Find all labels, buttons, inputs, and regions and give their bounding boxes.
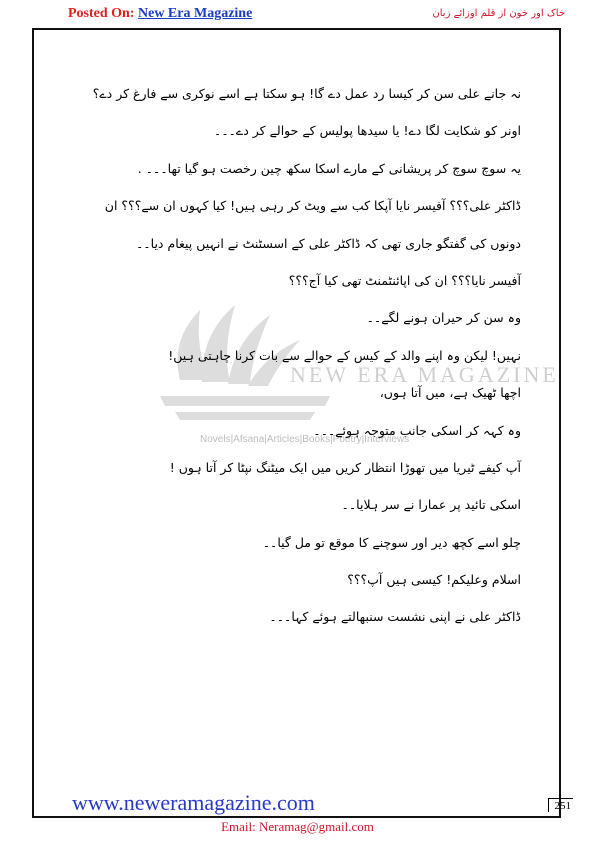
story-line: آفیسر نایا؟؟؟ ان کی اپائنٹمنٹ تھی کیا آج؟؟؟ <box>288 272 521 288</box>
page-number: 251 <box>548 798 573 812</box>
story-line: وہ سن کر حیران ہونے لگے۔۔ <box>366 310 521 326</box>
story-body <box>81 82 521 643</box>
website-url[interactable]: www.neweramagazine.com <box>72 790 315 815</box>
story-line: آپ کیفے ٹیریا میں تھوڑا انتظار کریں میں ایک میٹنگ نپٹا کر آتا ہوں ! <box>169 459 521 475</box>
watermark-tagline: Novels|Afsana|Articles|Books|Poetry|Interviews <box>200 434 410 445</box>
story-title: خاک اور خون از قلم اوزائے زبان <box>432 8 565 19</box>
story-line: وہ کہہ کر اسکی جانب متوجہ ہوئے۔۔۔ <box>313 422 521 438</box>
story-line: ڈاکٹر علی؟؟؟ آفیسر نایا آپکا کب سے ویٹ کر رہی ہیں! کیا کہوں ان سے؟؟؟ ان <box>104 198 521 214</box>
watermark-brand: NEW ERA MAGAZINE <box>290 362 559 387</box>
magazine-link[interactable]: New Era Magazine <box>138 6 253 21</box>
story-line: اسلام وعلیکم! کیسی ہیں آپ؟؟؟ <box>347 572 521 588</box>
story-line: نہیں! لیکن وہ اپنے والد کے کیس کے حوالے سے بات کرنا چاہتی ہیں! <box>168 347 521 363</box>
story-line: چلو اسے کچھ دیر اور سوچنے کا موقع تو مل گیا۔۔ <box>262 534 521 550</box>
story-line: نہ جانے علی سن کر کیسا رد عمل دے گا! ہو سکتا ہے اسے نوکری سے فارغ کر دے؟ <box>92 86 521 101</box>
story-line: اونر کو شکایت لگا دے! یا سیدھا پولیس کے حوالے کر دے۔۔۔ <box>213 123 521 139</box>
story-line: اچھا ٹھیک ہے، میں آتا ہوں، <box>379 385 521 401</box>
story-line: یہ سوچ سوچ کر پریشانی کے مارے اسکا سکھ چین رخصت ہو گیا تھا۔۔۔ . <box>137 160 521 176</box>
story-line: اسکی تائید پر عمارا نے سر ہلایا۔۔ <box>341 497 521 513</box>
contact-email: Email: Neramag@gmail.com <box>221 819 374 834</box>
posted-on-label: Posted On: <box>68 6 135 21</box>
story-line: دونوں کی گفتگو جاری تھی کہ ڈاکٹر علی کے اسسٹنٹ نے انہیں پیغام دیا۔۔ <box>135 235 521 251</box>
story-line: ڈاکٹر علی نے اپنی نشست سنبھالتے ہوئے کہا۔۔۔ <box>269 609 521 625</box>
posted-on-header <box>68 6 252 22</box>
